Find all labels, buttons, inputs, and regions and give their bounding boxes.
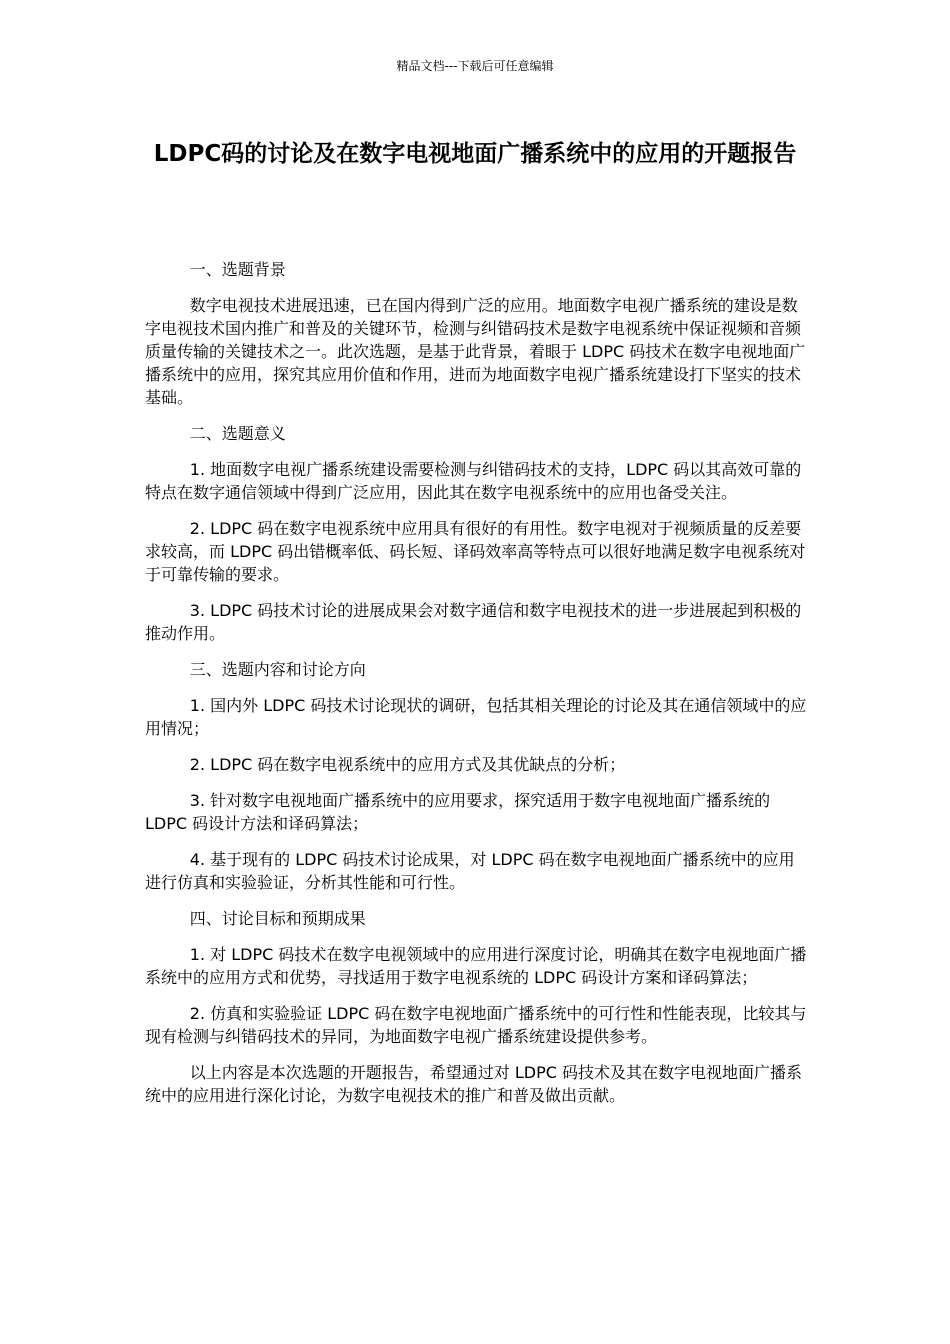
paragraph: 4. 基于现有的 LDPC 码技术讨论成果，对 LDPC 码在数字电视地面广播系统中的应用进行仿真和实验验证，分析其性能和可行性。 [145, 850, 795, 892]
paragraph: 3. 针对数字电视地面广播系统中的应用要求，探究适用于数字电视地面广播系统的 LDPC 码设计方法和译码算法； [145, 791, 771, 833]
page-header-watermark: 精品文档---下载后可任意编辑 [396, 59, 554, 73]
document-title: LDPC码的讨论及在数字电视地面广播系统中的应用的开题报告 [153, 141, 797, 167]
section-heading-background: 一、选题背景 [189, 260, 286, 279]
paragraph: 1. 对 LDPC 码技术在数字电视领域中的应用进行深度讨论，明确其在数字电视地面广播系统中的应用方式和优势，寻找适用于数字电视系统的 LDPC 码设计方案和译码算法； [145, 945, 807, 987]
paragraph: 2. LDPC 码在数字电视系统中的应用方式及其优缺点的分析； [189, 755, 626, 774]
document-body [145, 258, 807, 1120]
section-heading-significance: 二、选题意义 [189, 424, 286, 443]
paragraph: 数字电视技术进展迅速，已在国内得到广泛的应用。地面数字电视广播系统的建设是数字电视技术国内推广和普及的关键环节，检测与纠错码技术是数字电视系统中保证视频和音频质量传输的关键技术之一。此次选题，是基于此背景，着眼于 LDPC 码技术在数字电视地面广播系统中的应用，探究其应用价值和作用，进而为地面数字电视广播系统建设打下坚实的技术基础。 [145, 296, 806, 407]
paragraph: 1. 国内外 LDPC 码技术讨论现状的调研，包括其相关理论的讨论及其在通信领域中的应用情况； [145, 696, 807, 738]
paragraph: 2. LDPC 码在数字电视系统中应用具有很好的有用性。数字电视对于视频质量的反差要求较高，而 LDPC 码出错概率低、码长短、译码效率高等特点可以很好地满足数字电视系统对于可靠传输的要求。 [145, 519, 806, 584]
paragraph: 3. LDPC 码技术讨论的进展成果会对数字通信和数字电视技术的进一步进展起到积极的推动作用。 [145, 601, 802, 643]
paragraph: 2. 仿真和实验验证 LDPC 码在数字电视地面广播系统中的可行性和性能表现，比较其与现有检测与纠错码技术的异同，为地面数字电视广播系统建设提供参考。 [145, 1004, 807, 1046]
paragraph-conclusion: 以上内容是本次选题的开题报告，希望通过对 LDPC 码技术及其在数字电视地面广播系统中的应用进行深化讨论，为数字电视技术的推广和普及做出贡献。 [145, 1063, 803, 1105]
section-heading-goals: 四、讨论目标和预期成果 [189, 909, 366, 928]
paragraph: 1. 地面数字电视广播系统建设需要检测与纠错码技术的支持，LDPC 码以其高效可靠的特点在数字通信领域中得到广泛应用，因此其在数字电视系统中的应用也备受关注。 [145, 460, 802, 502]
section-heading-content: 三、选题内容和讨论方向 [189, 660, 366, 679]
